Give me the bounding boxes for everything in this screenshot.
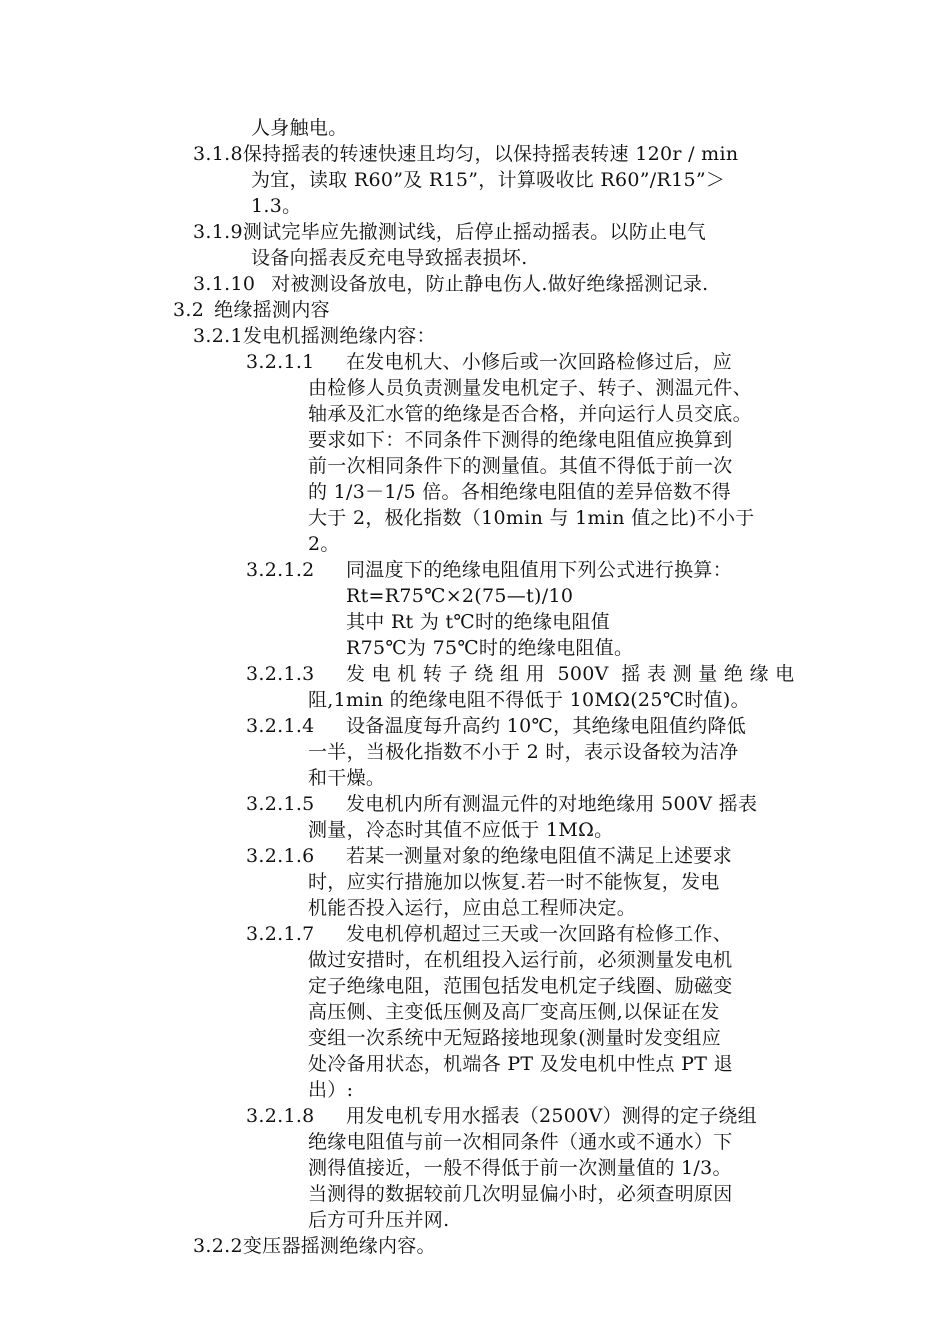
text-line: 前一次相同条件下的测量值。其值不得低于前一次 [308,455,733,477]
text-line: 阻,1min 的绝缘电阻不得低于 10MΩ(25℃时值)。 [308,689,750,711]
text-line: 1.3。 [251,195,302,217]
section-number: 3.1.9 [193,221,243,243]
text-line: 出）: [308,1079,354,1101]
text-line: 机能否投入运行，应由总工程师决定。 [308,897,637,919]
section-3-2-1-1: 3.2.1.1 在发电机大、小修后或一次回路检修过后，应 [246,351,733,373]
section-3-1-10: 3.1.10 对被测设备放电，防止静电伤人.做好绝缘摇测记录. [193,273,709,295]
text-line: 轴承及汇水管的绝缘是否合格，并向运行人员交底。 [308,403,752,425]
text-line: R75℃为 75℃时的绝缘电阻值。 [346,637,634,659]
formula-line: Rt=R75℃×2(75—t)/10 [346,585,574,607]
text-line: 后方可升压并网. [308,1209,450,1231]
text-line: 2。 [308,533,340,555]
section-3-2-1-4: 3.2.1.4 设备温度每升高约 10℃，其绝缘电阻值约降低 [246,715,747,737]
section-number: 3.2.1.8 [246,1105,315,1127]
text-line: 为宜，读取 R60”及 R15”，计算吸收比 R60”/R15”＞ [251,169,726,191]
section-3-1-9: 3.1.9测试完毕应先撤测试线，后停止摇动摇表。以防止电气 [193,221,707,243]
text-line: 定子绝缘电阻，范围包括发电机定子线圈、励磁变 [308,975,733,997]
text-line: 的 1/3－1/5 倍。各相绝缘电阻值的差异倍数不得 [308,481,732,503]
section-number: 3.2.1.5 [246,793,315,815]
text-line: 其中 Rt 为 t℃时的绝缘电阻值 [346,611,611,633]
section-number: 3.2.1.1 [246,351,315,373]
text-line: 变组一次系统中无短路接地现象(测量时发变组应 [308,1027,722,1049]
heading-3-2-1: 3.2.1发电机摇测绝缘内容： [193,325,436,347]
text-line: 和干燥。 [308,767,386,789]
section-number: 3.1.10 [193,273,256,295]
text-line: 绝缘电阻值与前一次相同条件（通水或不通水）下 [308,1131,733,1153]
text-line: 由检修人员负责测量发电机定子、转子、测温元件、 [308,377,752,399]
text-line: 一半，当极化指数不小于 2 时，表示设备较为洁净 [308,741,739,763]
heading-3-2: 3.2 绝缘摇测内容 [173,299,330,321]
text-line: 人身触电。 [251,117,348,139]
section-number: 3.1.8 [193,143,243,165]
section-3-2-1-3: 3.2.1.3 发 电 机 转 子 绕 组 用 500V 摇 表 测 量 绝 缘 电 [246,663,795,685]
section-number: 3.2.1.6 [246,845,315,867]
text-line: 设备向摇表反充电导致摇表损坏. [251,247,528,269]
text-line: 高压侧、主变低压侧及高厂变高压侧,以保证在发 [308,1001,720,1023]
section-3-2-1-2: 3.2.1.2 同温度下的绝缘电阻值用下列公式进行换算： [246,559,733,581]
section-3-2-1-7: 3.2.1.7 发电机停机超过三天或一次回路有检修工作、 [246,923,733,945]
text-line: 测得值接近，一般不得低于前一次测量值的 1/3。 [308,1157,732,1179]
text-line: 大于 2，极化指数（10min 与 1min 值之比)不小于 [308,507,755,529]
section-number: 3.2.1 [193,325,243,347]
text-line: 做过安措时，在机组投入运行前，必须测量发电机 [308,949,733,971]
text-line: 当测得的数据较前几次明显偏小时，必须查明原因 [308,1183,733,1205]
section-number: 3.2.1.3 [246,663,315,685]
section-number: 3.2.1.2 [246,559,315,581]
text-line: 要求如下：不同条件下测得的绝缘电阻值应换算到 [308,429,733,451]
section-3-1-8: 3.1.8保持摇表的转速快速且均匀，以保持摇表转速 120r / min [193,143,739,165]
section-number: 3.2.2 [193,1235,243,1257]
text-line: 测量，冷态时其值不应低于 1MΩ。 [308,819,614,841]
section-number: 3.2.1.4 [246,715,315,737]
text-line: 处冷备用状态，机端各 PT 及发电机中性点 PT 退 [308,1053,733,1075]
section-number: 3.2.1.7 [246,923,315,945]
section-3-2-1-8: 3.2.1.8 用发电机专用水摇表（2500V）测得的定子绕组 [246,1105,757,1127]
section-3-2-1-6: 3.2.1.6 若某一测量对象的绝缘电阻值不满足上述要求 [246,845,733,867]
heading-3-2-2: 3.2.2变压器摇测绝缘内容。 [193,1235,436,1257]
text-line: 时，应实行措施加以恢复.若一时不能恢复，发电 [308,871,720,893]
section-number: 3.2 [173,299,205,321]
section-3-2-1-5: 3.2.1.5 发电机内所有测温元件的对地绝缘用 500V 摇表 [246,793,758,815]
